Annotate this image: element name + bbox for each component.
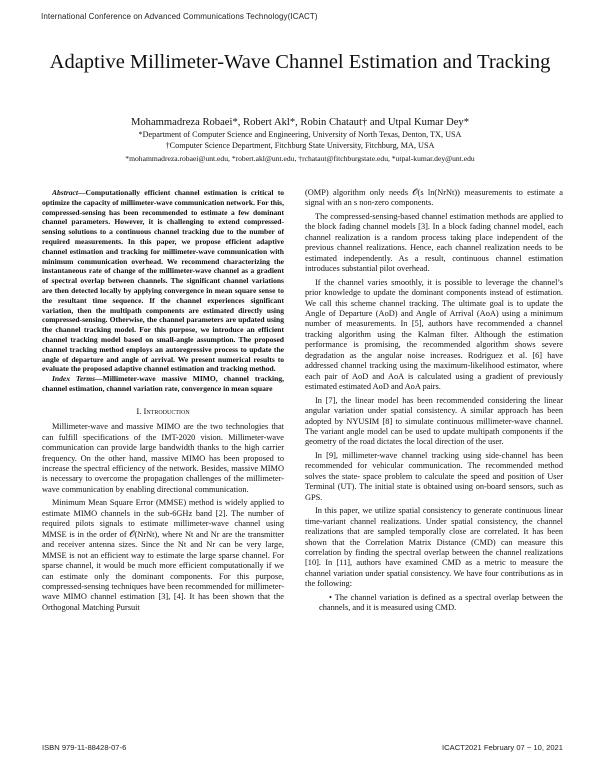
intro-paragraph-1: Millimeter-wave and massive MIMO are the two technologies that can fulfill specifications of the IMT-2020 vision. Millimeter-wave communication can provide large bandwidth thanks to the high carrier frequency. On the other hand, massive MIMO has been proposed to increase the spectral efficiency of the network. Besides, massive MIMO is necessary to overcome the propagation challenges of the millimeter-wave communication by enabling directional communication. (42, 422, 284, 494)
section-heading-introduction: I. Introduction (136, 405, 190, 416)
abstract-text: —Computationally efficient channel estimation is critical to optimize the capacity of millimeter-wave communication network. For this, compressed-sensing has been recommended to estimate a few dominant channel parameters. However, it is challenging to extend compressed-sensing solutions to a continuous channel tracking due to the number of required measurements. In this paper, we propose efficient adaptive channel estimation and tracking for millimeter-wave communication with minimum communication overhead. We recommend characterizing the instantaneous rate of change of the millimeter-wave channel as a gradient of spectral overlap between channels. The significant channel variations are then detected locally by applying convergence in mean square sense to the resultant time sequence. If the channel experiences significant variation, then the multipath components are estimated directly using compressed-sensing. Otherwise, the channel parameters are updated using the channel tracking model. For this purpose, we introduce an efficient channel tracking model based on small-angle assumption. The proposed channel tracking method employs an autoregressive process to update the angle of departure and angle of arrival. We present numerical results to evaluate the proposed adaptive channel estimation and tracking method. (42, 188, 284, 374)
affiliation-unt: *Department of Computer Science and Engineering, University of North Texas, Denton, TX, USA (138, 130, 462, 139)
affiliation-fitchburg: †Computer Science Department, Fitchburg State University, Fitchburg, MA, USA (165, 141, 435, 150)
index-terms-label: Index Terms (52, 374, 96, 384)
intro-paragraph-2: Minimum Mean Square Error (MMSE) method is widely applied to estimate MIMO channels in the sub-6GHz band [2]. The number of required pilots signals to estimate millimeter-wave channel using MMSE is in the order of 𝒪(NrNt), where Nt and Nr are the transmitter and receiver antenna sizes. Since the Nt and Nr can be very large, MMSE is not an efficient way to estimate the large sparse channel. For sparse channel, it would be much more efficient computationally if we can estimate only the dominant components. For this purpose, compressed-sensing techniques have been recommended for millimeter-wave MIMO channel estimation [3], [4]. It has been shown that the Orthogonal Matching Pursuit (42, 498, 284, 612)
abstract-label: Abstract (52, 188, 78, 197)
right-paragraph-6: In this paper, we utilize spatial consistency to generate continuous linear time-variant channel realizations. Under spatial consistency, the channel realizations that are sampled temporally close are correlated. It has been shown that the Correlation Matrix Distance (CMD) can measure this correlation by finding the spectral overlap between the channel realizations [10]. In [11], authors have examined CMD as a metric to measure the channel variation under spatial consistency. We have four contributions as in the following: (305, 506, 563, 589)
right-paragraph-2: The compressed-sensing-based channel estimation methods are applied to the block fading channel models [3]. In a block fading channel model, each channel realization is a random process taking place independent of the previous channel realizations. Hence, each channel realization needs to be estimated independently. As a result, continuous channel estimation introduces substantial pilot overhead. (305, 211, 563, 274)
right-paragraph-4: In [7], the linear model has been recommended considering the linear angular variation under spatial consistency. A similar approach has been adopted by NYUSIM [8] to simulate continuous millimeter-wave channel. The variant angle model can be used to update multipath components if the geometry of the road dictates the local direction of the user. (305, 395, 563, 447)
right-paragraph-3: If the channel varies smoothly, it is possible to leverage the channel’s prior knowledge to update the dominant components instead of estimation. We call this scheme channel tracking. The ultimate goal is to update the Angle of Departure (AoD) and Angle of Arrival (AoA) using a minimum number of measurements. In [5], authors have recommended a channel tracking algorithm using the Kalman filter. Although the estimation performance is promising, the recommended algorithm shows severe degradation as the angular noise increases. Rodriguez et al. [6] have addressed channel tracking using the maximum-likelihood estimator, where each pair of AoD and AoA is calculated using a gradient of previously estimated estimated AoD and AoA pairs. (305, 277, 563, 392)
author-emails: *mohammadreza.robaei@unt.edu, *robert.akl@unt.edu, †rchataut@fitchburgstate.edu, *utpal-kumar.dey@unt.edu (125, 154, 475, 163)
index-terms-text: —Millimeter-wave massive MIMO, channel tracking, channel estimation, channel variation rate, convergence in mean square (42, 374, 284, 393)
index-terms (42, 374, 284, 394)
right-column (305, 188, 563, 614)
running-header: International Conference on Advanced Communications Technology(ICACT) (41, 12, 318, 21)
author-list: Mohammadreza Robaei*, Robert Akl*, Robin Chataut† and Utpal Kumar Dey* (130, 117, 470, 128)
footer-isbn: ISBN 979-11-88428-07-6 (42, 743, 127, 752)
abstract (42, 188, 284, 374)
right-paragraph-5: In [9], millimeter-wave channel tracking using side-channel has been recommended for vehicular communication. The recommended method solves the state- space problem to calculate the speed and position of User Terminal (UT). The initial state is obtained using on-board sensors, such as GPS. (305, 450, 563, 502)
paper-title: Adaptive Millimeter-Wave Channel Estimation and Tracking (49, 51, 551, 73)
right-paragraph-1: (OMP) algorithm only needs 𝒪(s ln(NrNt)) measurements to estimate a signal with an s non-zero components. (305, 188, 563, 208)
contribution-bullet: • The channel variation is defined as a spectral overlap between the channels, and it is measured using CMD. (319, 592, 563, 613)
left-column (42, 188, 284, 613)
footer-conference-date: ICACT2021 February 07 ~ 10, 2021 (442, 743, 563, 752)
